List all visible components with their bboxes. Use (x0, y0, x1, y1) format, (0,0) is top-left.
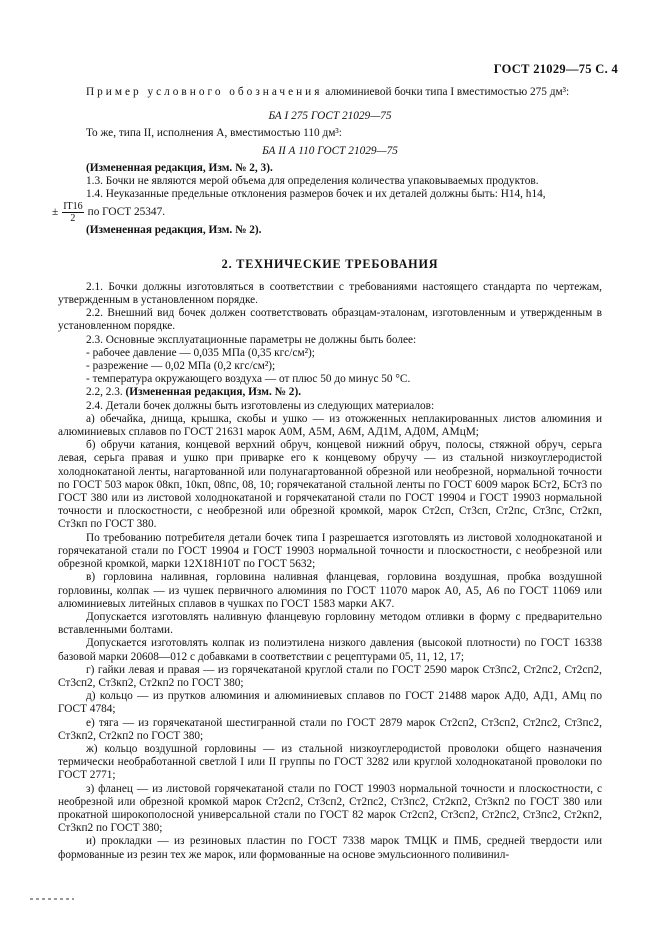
edition-note-3 (58, 386, 602, 399)
tolerance-denominator: 2 (70, 213, 76, 225)
param-temperature: - температура окружающего воздуха — от плюс 50 до минус 50 °С. (86, 373, 411, 386)
example-intro-rest: алюминиевой бочки типа I вместимостью 275 дм³: (322, 86, 570, 98)
section-title: 2. ТЕХНИЧЕСКИЕ ТРЕБОВАНИЯ (221, 256, 439, 271)
example-intro-spaced: Пример условного обозначения (86, 86, 323, 98)
item-2-2: 2.2. Внешний вид бочек должен соответствовать образцам-эталонам, изготовленным и утвержденным в установленном порядке. (58, 307, 602, 333)
edition-note-3-text: (Измененная редакция, Изм. № 2). (125, 386, 302, 399)
scan-footer-mark (30, 898, 74, 900)
item-zh: ж) кольцо воздушной горловины — из стальной низкоуглеродистой проволоки общего назначения термически необработанной светлой I или II группы по ГОСТ 3282 или круглой холоднокатаной проволоки по ГОСТ 2771; (58, 742, 602, 782)
item-2-3: 2.3. Основные эксплуатационные параметры не должны быть более: (86, 333, 417, 346)
tolerance-fraction (62, 201, 83, 224)
item-g: г) гайки левая и правая — из горячекатаной круглой стали по ГОСТ 2590 марок Ст3пс2, Ст2пс2, Ст2сп2, Ст3сп2, Ст3кп2, Ст2кп2 по ГОСТ 380; (58, 663, 602, 689)
item-1-4: 1.4. Неуказанные предельные отклонения размеров бочек и их деталей должны быть: Н14, h14, (86, 188, 546, 201)
allowed-paragraph-2: Допускается изготовлять колпак из полиэтилена низкого давления (высокой плотности) по ГОСТ 16338 базовой марки 20608—012 с добавками в соответствии с рецептурами 05, 11, 12, 17; (58, 637, 602, 663)
tolerance-numerator: IT16 (63, 201, 83, 213)
item-1-3: 1.3. Бочки не являются мерой объема для определения количества упаковываемых продуктов. (86, 175, 539, 188)
item-a: а) обечайка, днища, крышка, скобы и ушко — из отожженных неплакированных листов алюминия и алюминиевых сплавов по ГОСТ 21631 марок А0М, А5М, А6М, АД1М, АД0М, АМцМ; (58, 412, 602, 439)
item-b: б) обручи катания, концевой верхний обруч, концевой нижний обруч, полосы, стяжной обруч, серьга левая, серьга правая и ушко при приварке его к концевому обручу — из стальной низкоуглеродистой холоднокатаной ленты, нагартованной или полунагартованной обрезной или необрезной, нормальной точности по ГОСТ 503 марок 08кп, 10кп, 08пс, 08, 10; горячекатаной стальной ленты по ГОСТ 6009 марок БСт2, БСт3 по ГОСТ 380 или из листовой холоднокатаной и горячекатаной стали по ГОСТ 19904 и ГОСТ 19903 нормальной точности и плоскостности, с необрезной или обрезной кромкой, марок Ст2сп, Ст3сп, Ст2пс, Ст3пс, Ст2кп, Ст3кп по ГОСТ 380. (58, 439, 602, 531)
tolerance-prefix: ± (52, 206, 59, 219)
same-type-line: То же, типа II, исполнения А, вместимостью 110 дм³: (86, 127, 342, 140)
item-d: д) кольцо — из прутков алюминия и алюминиевых сплавов по ГОСТ 21488 марок АД0, АД1, АМц по ГОСТ 4784; (58, 690, 602, 716)
designation-1: БА I 275 ГОСТ 21029—75 (268, 110, 392, 123)
item-v: в) горловина наливная, горловина наливная фланцевая, горловина воздушная, пробка воздушной горловины, колпак — из чушек первичного алюминия по ГОСТ 11070 марок А0, А5, А6 по ГОСТ 11069 или алюминиевых литейных сплавов в чушках по ГОСТ 1583 марки АК7. (58, 571, 602, 610)
tolerance-line (52, 201, 602, 224)
page-header: ГОСТ 21029—75 С. 4 (493, 62, 618, 76)
item-i: и) прокладки — из резиновых пластин по ГОСТ 7338 марок ТМЦК и ПМБ, средней твердости или формованные из резин тех же марок, или формованные на основе эмульсионного поливинил- (58, 835, 602, 861)
example-paragraph (58, 86, 602, 99)
item-z: з) фланец — из листовой горячекатаной стали по ГОСТ 19903 нормальной точности и плоскостности, с необрезной или обрезной кромкой марок Ст2сп2, Ст3сп2, Ст2пс2, Ст3пс2, Ст2кп2, Ст3кп2 по ГОСТ 380 или прокатной широкополосной универсальной стали по ГОСТ 82 марок Ст2сп2, Ст3сп2, Ст2пс2, Ст3пс2, Ст2кп2, Ст3кп2 по ГОСТ 380; (58, 782, 602, 835)
edition-note-3-prefix: 2.2, 2.3. (86, 386, 123, 399)
param-pressure: - рабочее давление — 0,035 МПа (0,35 кгс/см²); (86, 346, 315, 359)
allowed-paragraph-1: Допускается изготовлять наливную фланцевую горловину методом отливки в форму с предварительно вставленными болтами. (58, 610, 602, 637)
by-request-paragraph: По требованию потребителя детали бочек типа I разрешается изготовлять из листовой холоднокатаной и горячекатаной стали по ГОСТ 19904 и ГОСТ 19903 нормальной точности и плоскостности, с необрезной или обрезной кромкой, марки 12Х18Н10Т по ГОСТ 5632; (58, 531, 602, 571)
edition-note-2: (Измененная редакция, Изм. № 2). (86, 224, 262, 237)
param-vacuum: - разрежение — 0,02 МПа (0,2 кгс/см²); (86, 360, 276, 373)
item-2-1: 2.1. Бочки должны изготовляться в соответствии с требованиями настоящего стандарта по чертежам, утвержденным в установленном порядке. (58, 280, 602, 307)
item-2-4: 2.4. Детали бочек должны быть изготовлены из следующих материалов: (86, 399, 435, 412)
document-body (52, 86, 602, 862)
item-e: е) тяга — из горячекатаной шестигранной стали по ГОСТ 2879 марок Ст2сп2, Ст3сп2, Ст2пс2, Ст3пс2, Ст3кп2, Ст2кп2 по ГОСТ 380; (58, 716, 602, 742)
designation-2: БА II А 110 ГОСТ 21029—75 (262, 144, 398, 157)
tolerance-suffix: по ГОСТ 25347. (87, 206, 166, 219)
edition-note-1: (Измененная редакция, Изм. № 2, 3). (86, 161, 273, 174)
